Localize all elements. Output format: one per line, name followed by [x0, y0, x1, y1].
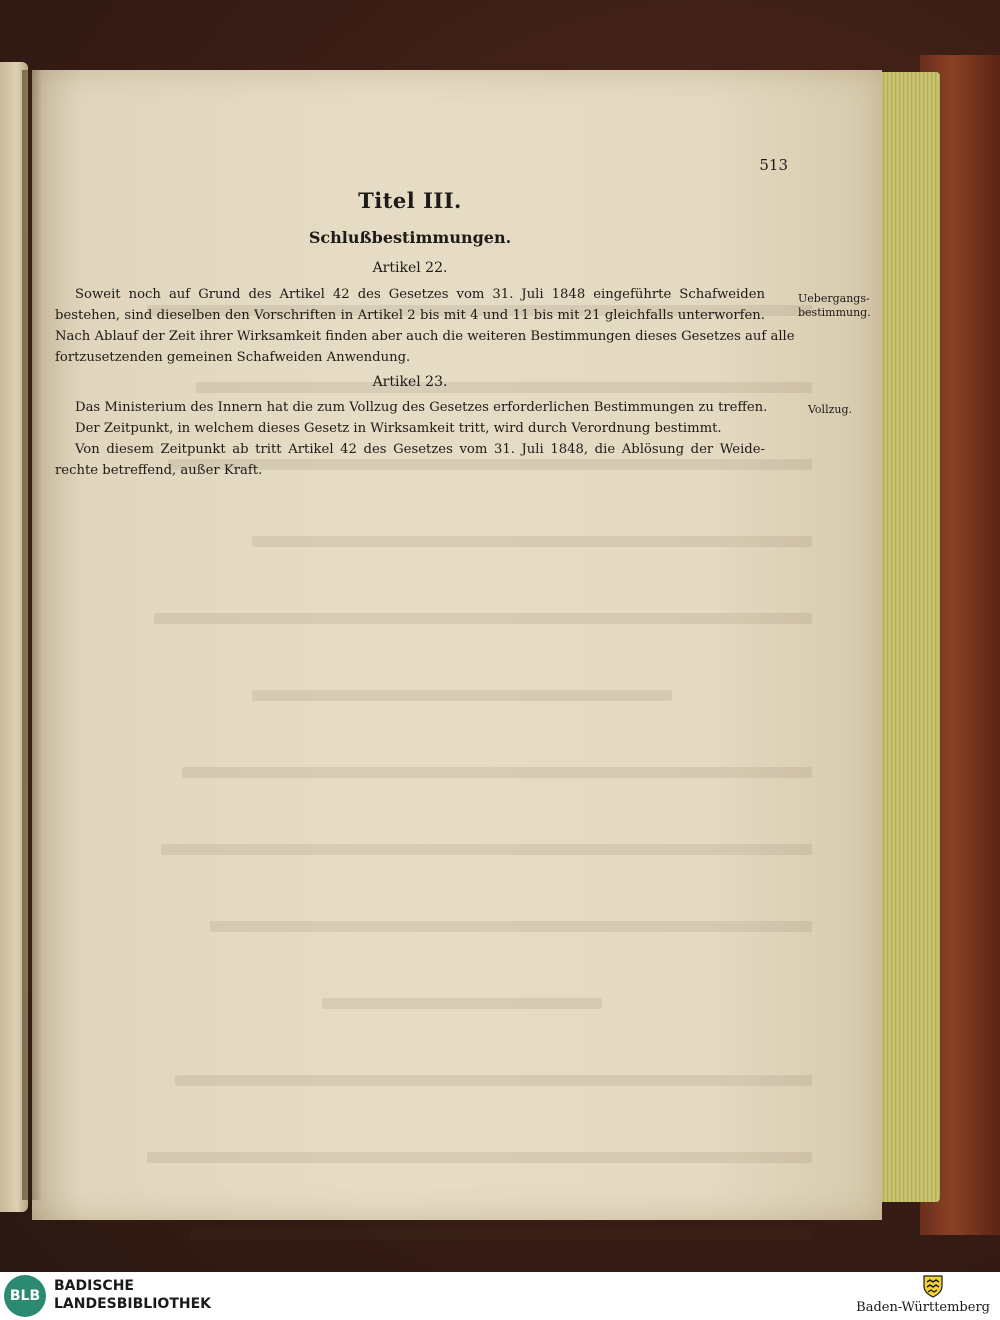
article-22-paragraph — [55, 284, 795, 368]
margin-note-vollzug — [808, 403, 852, 417]
article-23-paragraph-2 — [55, 418, 765, 439]
text-line: Nach Ablauf der Zeit ihrer Wirksamkeit finden aber auch die weiteren Bestimmungen dieses Gesetzes auf alle — [55, 329, 795, 344]
article-23-paragraph-3 — [55, 439, 765, 481]
library-name[interactable] — [54, 1277, 211, 1313]
text-line: bestehen, sind dieselben den Vorschriften in Artikel 2 bis mit 4 und 11 bis mit 21 gleichfalls unterworfen. — [55, 308, 765, 323]
article-22-heading: Artikel 22. — [372, 260, 448, 276]
margin-note-line: bestimmung. — [798, 306, 871, 319]
margin-note-line: Vollzug. — [808, 403, 853, 416]
section-title: Titel III. — [358, 188, 462, 213]
footer-bar — [0, 1272, 1000, 1320]
text-line: Das Ministerium des Innern hat die zum Vollzug des Gesetzes erforderlichen Bestimmungen zu treffen. — [75, 400, 768, 415]
text-line: Der Zeitpunkt, in welchem dieses Gesetz in Wirksamkeit tritt, wird durch Verordnung bestimmt. — [75, 421, 722, 436]
page-number: 513 — [759, 156, 788, 174]
section-subtitle: Schlußbestimmungen. — [308, 228, 512, 247]
text-line: Von diesem Zeitpunkt ab tritt Artikel 42 des Gesetzes vom 31. Juli 1848, die Ablösung der Weide- — [75, 442, 765, 457]
text-line: fortzusetzenden gemeinen Schafweiden Anwendung. — [55, 350, 411, 365]
state-name[interactable]: Baden-Württemberg — [856, 1300, 990, 1315]
library-name-line2: LANDESBIBLIOTHEK — [54, 1296, 212, 1312]
margin-note-line: Uebergangs- — [798, 292, 870, 305]
text-line: Soweit noch auf Grund des Artikel 42 des Gesetzes vom 31. Juli 1848 eingeführte Schafweiden — [75, 287, 765, 302]
baden-wuerttemberg-crest-icon[interactable] — [922, 1274, 944, 1298]
library-name-line1: BADISCHE — [54, 1278, 134, 1294]
blb-logo-icon[interactable]: BLB — [4, 1275, 46, 1317]
margin-note-uebergangsbestimmung — [798, 292, 871, 320]
article-23-paragraph-1 — [55, 397, 768, 418]
page-block-edge — [880, 72, 940, 1202]
text-line: rechte betreffend, außer Kraft. — [55, 463, 263, 478]
article-23-heading: Artikel 23. — [372, 374, 448, 390]
spine-shadow — [22, 70, 42, 1200]
